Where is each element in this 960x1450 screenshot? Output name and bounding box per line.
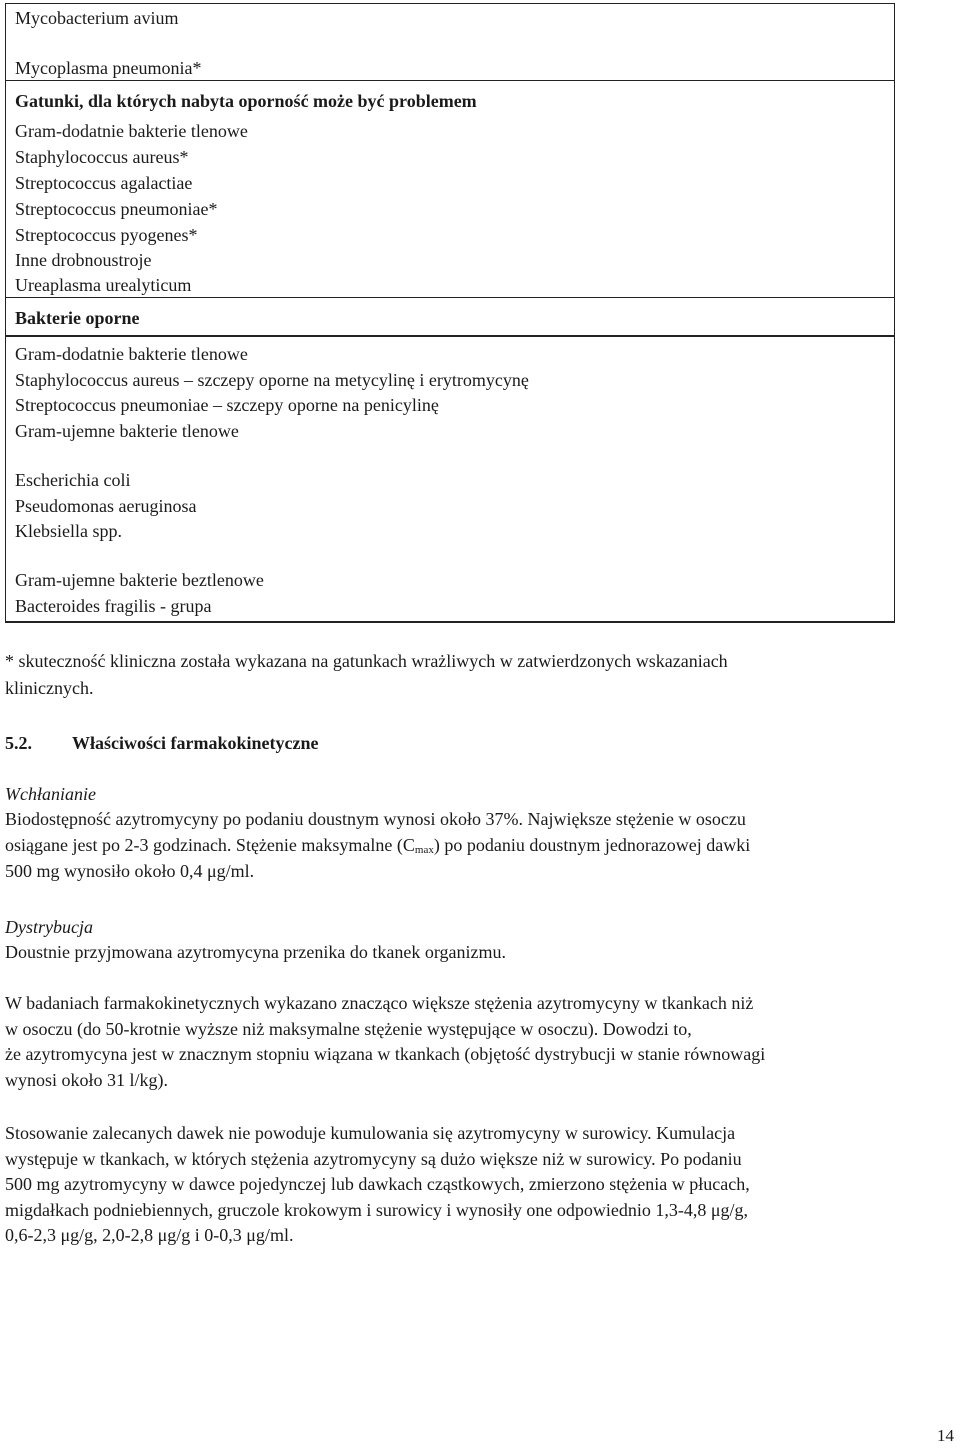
list-item: Streptococcus agalactiae <box>15 173 193 193</box>
absorption-line: 500 mg wynosiło około 0,4 μg/ml. <box>5 861 255 881</box>
section-heading-acquired: Gatunki, dla których nabyta oporność może być problemem <box>15 91 477 111</box>
absorption-line <box>5 834 750 861</box>
footnote-line: klinicznych. <box>5 678 94 698</box>
list-item: Streptococcus pneumoniae* <box>15 199 218 219</box>
paragraph-line: migdałkach podniebiennych, gruczole krokowym i surowicy i wynosiły one odpowiednio 1,3-4,8 μg/g, <box>5 1199 749 1220</box>
paragraph-line: W badaniach farmakokinetycznych wykazano znacząco większe stężenia azytromycyny w tkankach niż <box>5 993 754 1013</box>
distribution-heading: Dystrybucja <box>5 917 93 937</box>
list-item: Klebsiella spp. <box>15 521 122 541</box>
distribution-paragraph <box>5 1121 935 1249</box>
list-item: Staphylococcus aureus* <box>15 147 189 167</box>
table-row: Mycoplasma pneumonia* <box>15 58 202 78</box>
paragraph-line: 0,6-2,3 μg/g, 2,0-2,8 μg/g i 0-0,3 μg/ml. <box>5 1225 294 1245</box>
table-divider <box>5 621 895 623</box>
section-heading-resistant: Bakterie oporne <box>15 308 140 328</box>
list-item: Gram-ujemne bakterie beztlenowe <box>15 570 264 590</box>
section-number: 5.2. <box>5 733 32 753</box>
list-item: Streptococcus pneumoniae – szczepy oporne na penicylinę <box>15 395 439 415</box>
paragraph-line: Stosowanie zalecanych dawek nie powoduje kumulowania się azytromycyny w surowicy. Kumulacja <box>5 1123 736 1143</box>
table-divider <box>5 335 895 337</box>
paragraph-line: 500 mg azytromycyny w dawce pojedynczej lub dawkach cząstkowych, zmierzono stężenia w płucach, <box>5 1174 750 1194</box>
distribution-line: Doustnie przyjmowana azytromycyna przenika do tkanek organizmu. <box>5 942 507 962</box>
table-divider <box>5 80 895 81</box>
list-item: Streptococcus pyogenes* <box>15 225 198 245</box>
absorption-text: ) po podaniu doustnym jednorazowej dawki <box>433 835 751 855</box>
absorption-heading: Wchłanianie <box>5 784 96 804</box>
list-item: Escherichia coli <box>15 470 131 490</box>
list-item: Gram-ujemne bakterie tlenowe <box>15 421 239 441</box>
list-item: Gram-dodatnie bakterie tlenowe <box>15 121 248 141</box>
absorption-line: Biodostępność azytromycyny po podaniu doustnym wynosi około 37%. Największe stężenie w osoczu <box>5 809 746 829</box>
paragraph-line: że azytromycyna jest w znacznym stopniu wiązana w tkankach (objętość dystrybucji w stanie równowagi <box>5 1044 766 1064</box>
section-title: Właściwości farmakokinetyczne <box>72 733 319 753</box>
cmax-subscript: max <box>414 844 434 856</box>
absorption-text: osiągane jest po 2-3 godzinach. Stężenie maksymalne (C <box>5 835 415 855</box>
footnote-line: * skuteczność kliniczna została wykazana na gatunkach wrażliwych w zatwierdzonych wskazaniach <box>5 651 728 671</box>
paragraph-line: wynosi około 31 l/kg). <box>5 1069 169 1090</box>
list-item: Bacteroides fragilis - grupa <box>15 596 212 616</box>
table-row: Mycobacterium avium <box>15 8 179 28</box>
paragraph-line: występuje w tkankach, w których stężenia azytromycyny są dużo większe niż w surowicy. Po podaniu <box>5 1148 742 1169</box>
page-number: 14 <box>937 1426 954 1445</box>
distribution-paragraph <box>5 991 935 1093</box>
list-item: Gram-dodatnie bakterie tlenowe <box>15 344 248 364</box>
list-item: Pseudomonas aeruginosa <box>15 496 197 516</box>
table-divider <box>5 297 895 298</box>
list-item: Ureaplasma urealyticum <box>15 275 192 295</box>
paragraph-line: w osoczu (do 50-krotnie wyższe niż maksymalne stężenie występujące w osoczu). Dowodzi to, <box>5 1018 692 1039</box>
list-item: Inne drobnoustroje <box>15 250 152 270</box>
list-item: Staphylococcus aureus – szczepy oporne na metycylinę i erytromycynę <box>15 370 529 390</box>
